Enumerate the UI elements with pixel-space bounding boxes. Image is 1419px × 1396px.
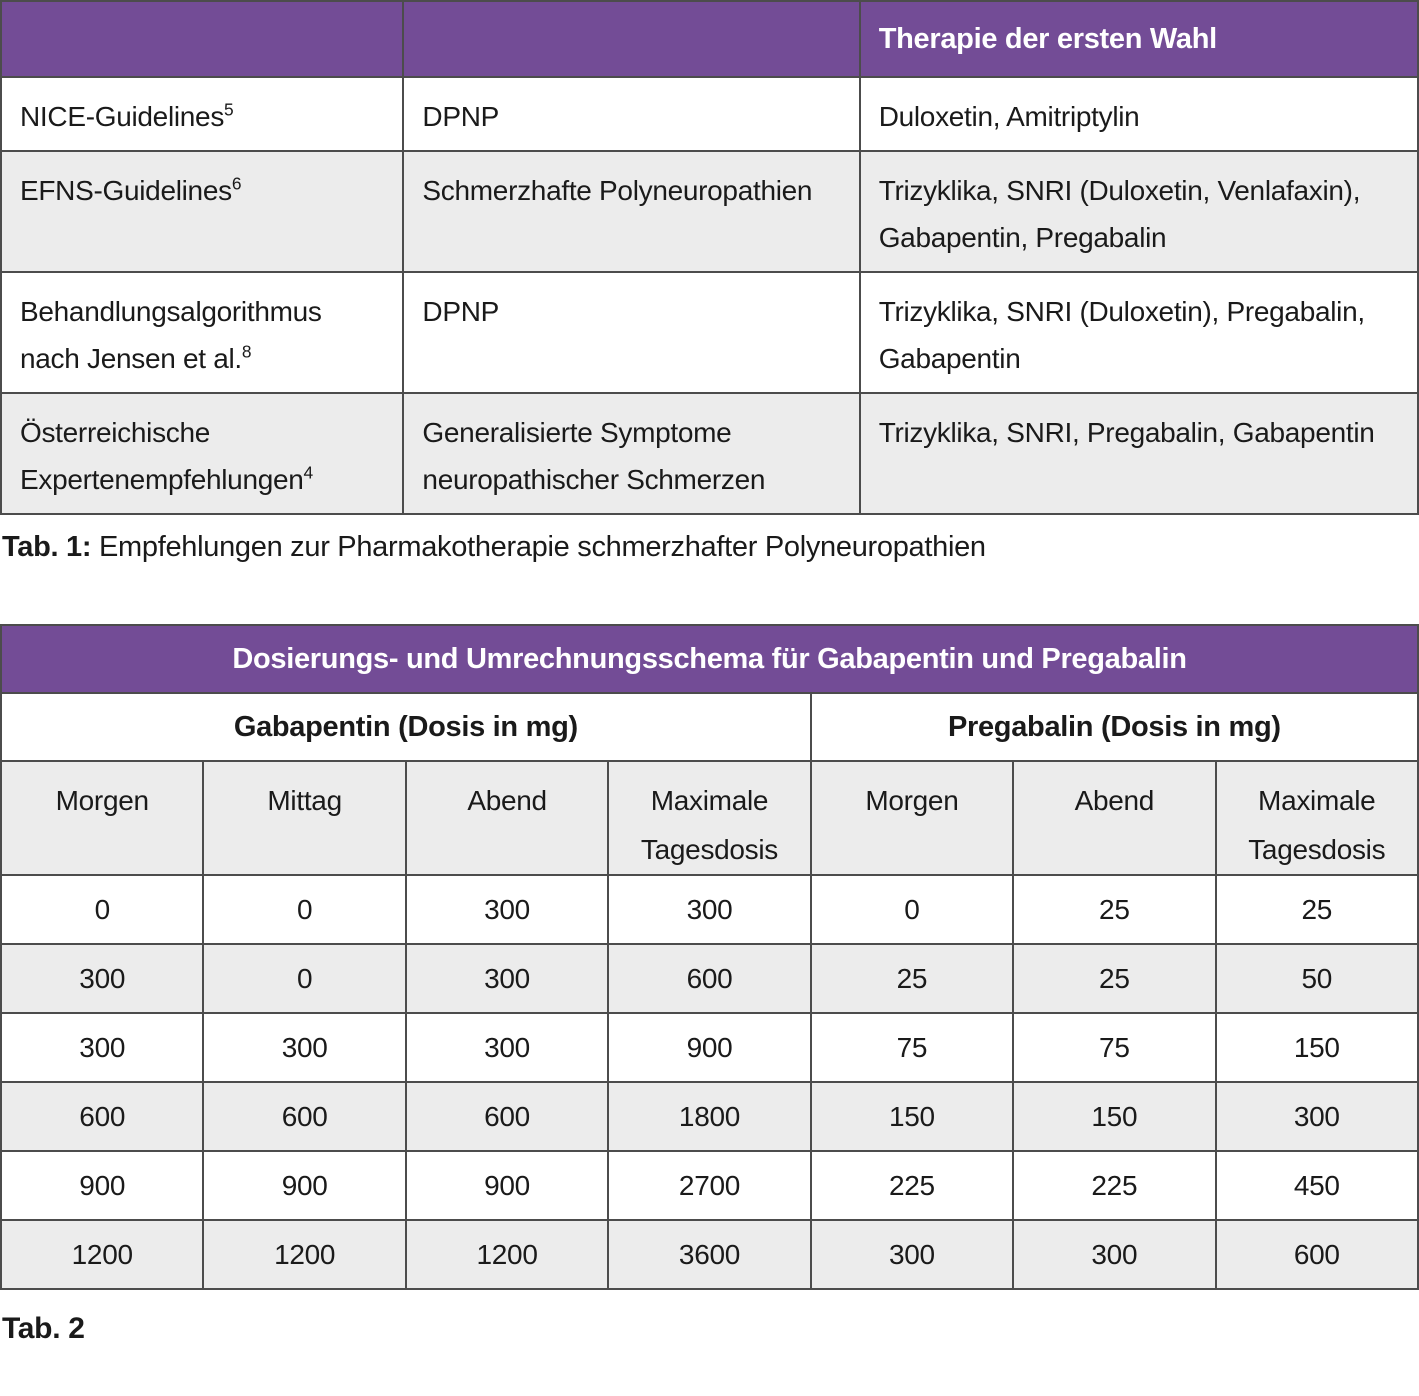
t1-cell-source <box>1 151 403 272</box>
dose-cell: 75 <box>811 1013 1013 1082</box>
table1-caption-text: Empfehlungen zur Pharmakotherapie schmerzhafter Polyneuropathien <box>98 531 986 564</box>
t1-cell-therapy: Duloxetin, Amitriptylin <box>860 77 1418 151</box>
dose-cell: 1200 <box>406 1220 608 1289</box>
dose-cell: 300 <box>1 1013 203 1082</box>
dose-cell: 25 <box>811 944 1013 1013</box>
t1-header-empty-2 <box>403 1 859 77</box>
dose-cell: 0 <box>1 875 203 944</box>
t1-cell-indication: DPNP <box>403 77 859 151</box>
dose-cell: 0 <box>203 875 405 944</box>
dose-cell: 600 <box>1 1082 203 1151</box>
t1-header-row <box>1 1 1418 77</box>
t1-cell-indication: DPNP <box>403 272 859 393</box>
table-row <box>1 151 1418 272</box>
reference-superscript: 6 <box>231 173 242 194</box>
dose-cell: 150 <box>1216 1013 1418 1082</box>
dose-cell: 300 <box>406 875 608 944</box>
t2-col-header: Mittag <box>203 761 405 875</box>
dose-cell: 600 <box>406 1082 608 1151</box>
dose-cell: 900 <box>203 1151 405 1220</box>
dose-cell: 150 <box>1013 1082 1215 1151</box>
table-row <box>1 1082 1418 1151</box>
table-row <box>1 77 1418 151</box>
dose-cell: 150 <box>811 1082 1013 1151</box>
dose-cell: 900 <box>1 1151 203 1220</box>
dose-cell: 300 <box>811 1220 1013 1289</box>
table1-caption-label: Tab. 1: <box>2 531 92 564</box>
source-text: Österreichische Expertenempfehlungen <box>20 417 304 496</box>
t2-group-pregabalin: Pregabalin (Dosis in mg) <box>811 693 1418 761</box>
t2-col-header: Abend <box>1013 761 1215 875</box>
dose-cell: 300 <box>406 944 608 1013</box>
dose-cell: 600 <box>1216 1220 1418 1289</box>
dose-cell: 600 <box>203 1082 405 1151</box>
dose-cell: 300 <box>1216 1082 1418 1151</box>
dose-cell: 300 <box>608 875 810 944</box>
source-text: EFNS-Guidelines <box>20 175 232 207</box>
dose-cell: 300 <box>406 1013 608 1082</box>
t2-col-header: Morgen <box>811 761 1013 875</box>
dose-cell: 1800 <box>608 1082 810 1151</box>
table-row <box>1 1013 1418 1082</box>
dose-cell: 25 <box>1013 875 1215 944</box>
dose-cell: 900 <box>608 1013 810 1082</box>
dose-cell: 25 <box>1013 944 1215 1013</box>
dose-cell: 300 <box>203 1013 405 1082</box>
t2-group-row <box>1 693 1418 761</box>
t1-cell-indication: Generalisierte Symptome neuropathischer Schmerzen <box>403 393 859 514</box>
t2-group-gabapentin: Gabapentin (Dosis in mg) <box>1 693 811 761</box>
table1-caption <box>2 531 1419 564</box>
table-row <box>1 1220 1418 1289</box>
dose-cell: 50 <box>1216 944 1418 1013</box>
reference-superscript: 8 <box>241 341 252 362</box>
dose-cell: 3600 <box>608 1220 810 1289</box>
table2-caption: Tab. 2 <box>2 1312 85 1346</box>
t2-subheader-row <box>1 761 1418 875</box>
t2-title: Dosierungs- und Umrechnungsschema für Gabapentin und Pregabalin <box>1 625 1418 693</box>
dose-cell: 300 <box>1 944 203 1013</box>
table-row <box>1 875 1418 944</box>
dose-cell: 225 <box>1013 1151 1215 1220</box>
reference-superscript: 4 <box>303 462 313 483</box>
t2-col-header: Maximale Tagesdosis <box>608 761 810 875</box>
dose-cell: 75 <box>1013 1013 1215 1082</box>
t1-header-therapy: Therapie der ersten Wahl <box>860 1 1418 77</box>
table-row <box>1 1151 1418 1220</box>
table-row <box>1 393 1418 514</box>
source-text: NICE-Guidelines <box>20 101 225 132</box>
dose-cell: 225 <box>811 1151 1013 1220</box>
dose-cell: 1200 <box>203 1220 405 1289</box>
dose-cell: 0 <box>203 944 405 1013</box>
t2-col-header: Maximale Tagesdosis <box>1216 761 1418 875</box>
source-text: Behandlungsalgorithmus nach Jensen et al. <box>20 296 322 375</box>
dose-cell: 600 <box>608 944 810 1013</box>
t1-cell-indication: Schmerzhafte Polyneuropathien <box>403 151 859 272</box>
t1-cell-therapy: Trizyklika, SNRI, Pregabalin, Gabapentin <box>860 393 1418 514</box>
t1-cell-source <box>1 272 403 393</box>
t2-col-header: Abend <box>406 761 608 875</box>
dose-cell: 450 <box>1216 1151 1418 1220</box>
dose-cell: 2700 <box>608 1151 810 1220</box>
dose-cell: 0 <box>811 875 1013 944</box>
dose-cell: 300 <box>1013 1220 1215 1289</box>
dose-cell: 1200 <box>1 1220 203 1289</box>
t1-cell-therapy: Trizyklika, SNRI (Duloxetin, Venlafaxin), Gabapentin, Pregabalin <box>860 151 1418 272</box>
t2-title-row <box>1 625 1418 693</box>
recommendations-table <box>0 0 1419 515</box>
t2-col-header: Morgen <box>1 761 203 875</box>
dosing-table <box>0 624 1419 1290</box>
reference-superscript: 5 <box>224 99 234 120</box>
dose-cell: 25 <box>1216 875 1418 944</box>
table-row <box>1 272 1418 393</box>
t1-cell-source <box>1 77 403 151</box>
t1-header-empty-1 <box>1 1 403 77</box>
t1-cell-therapy: Trizyklika, SNRI (Duloxetin), Pregabalin, Gabapentin <box>860 272 1418 393</box>
t1-cell-source <box>1 393 403 514</box>
table-row <box>1 944 1418 1013</box>
dose-cell: 900 <box>406 1151 608 1220</box>
